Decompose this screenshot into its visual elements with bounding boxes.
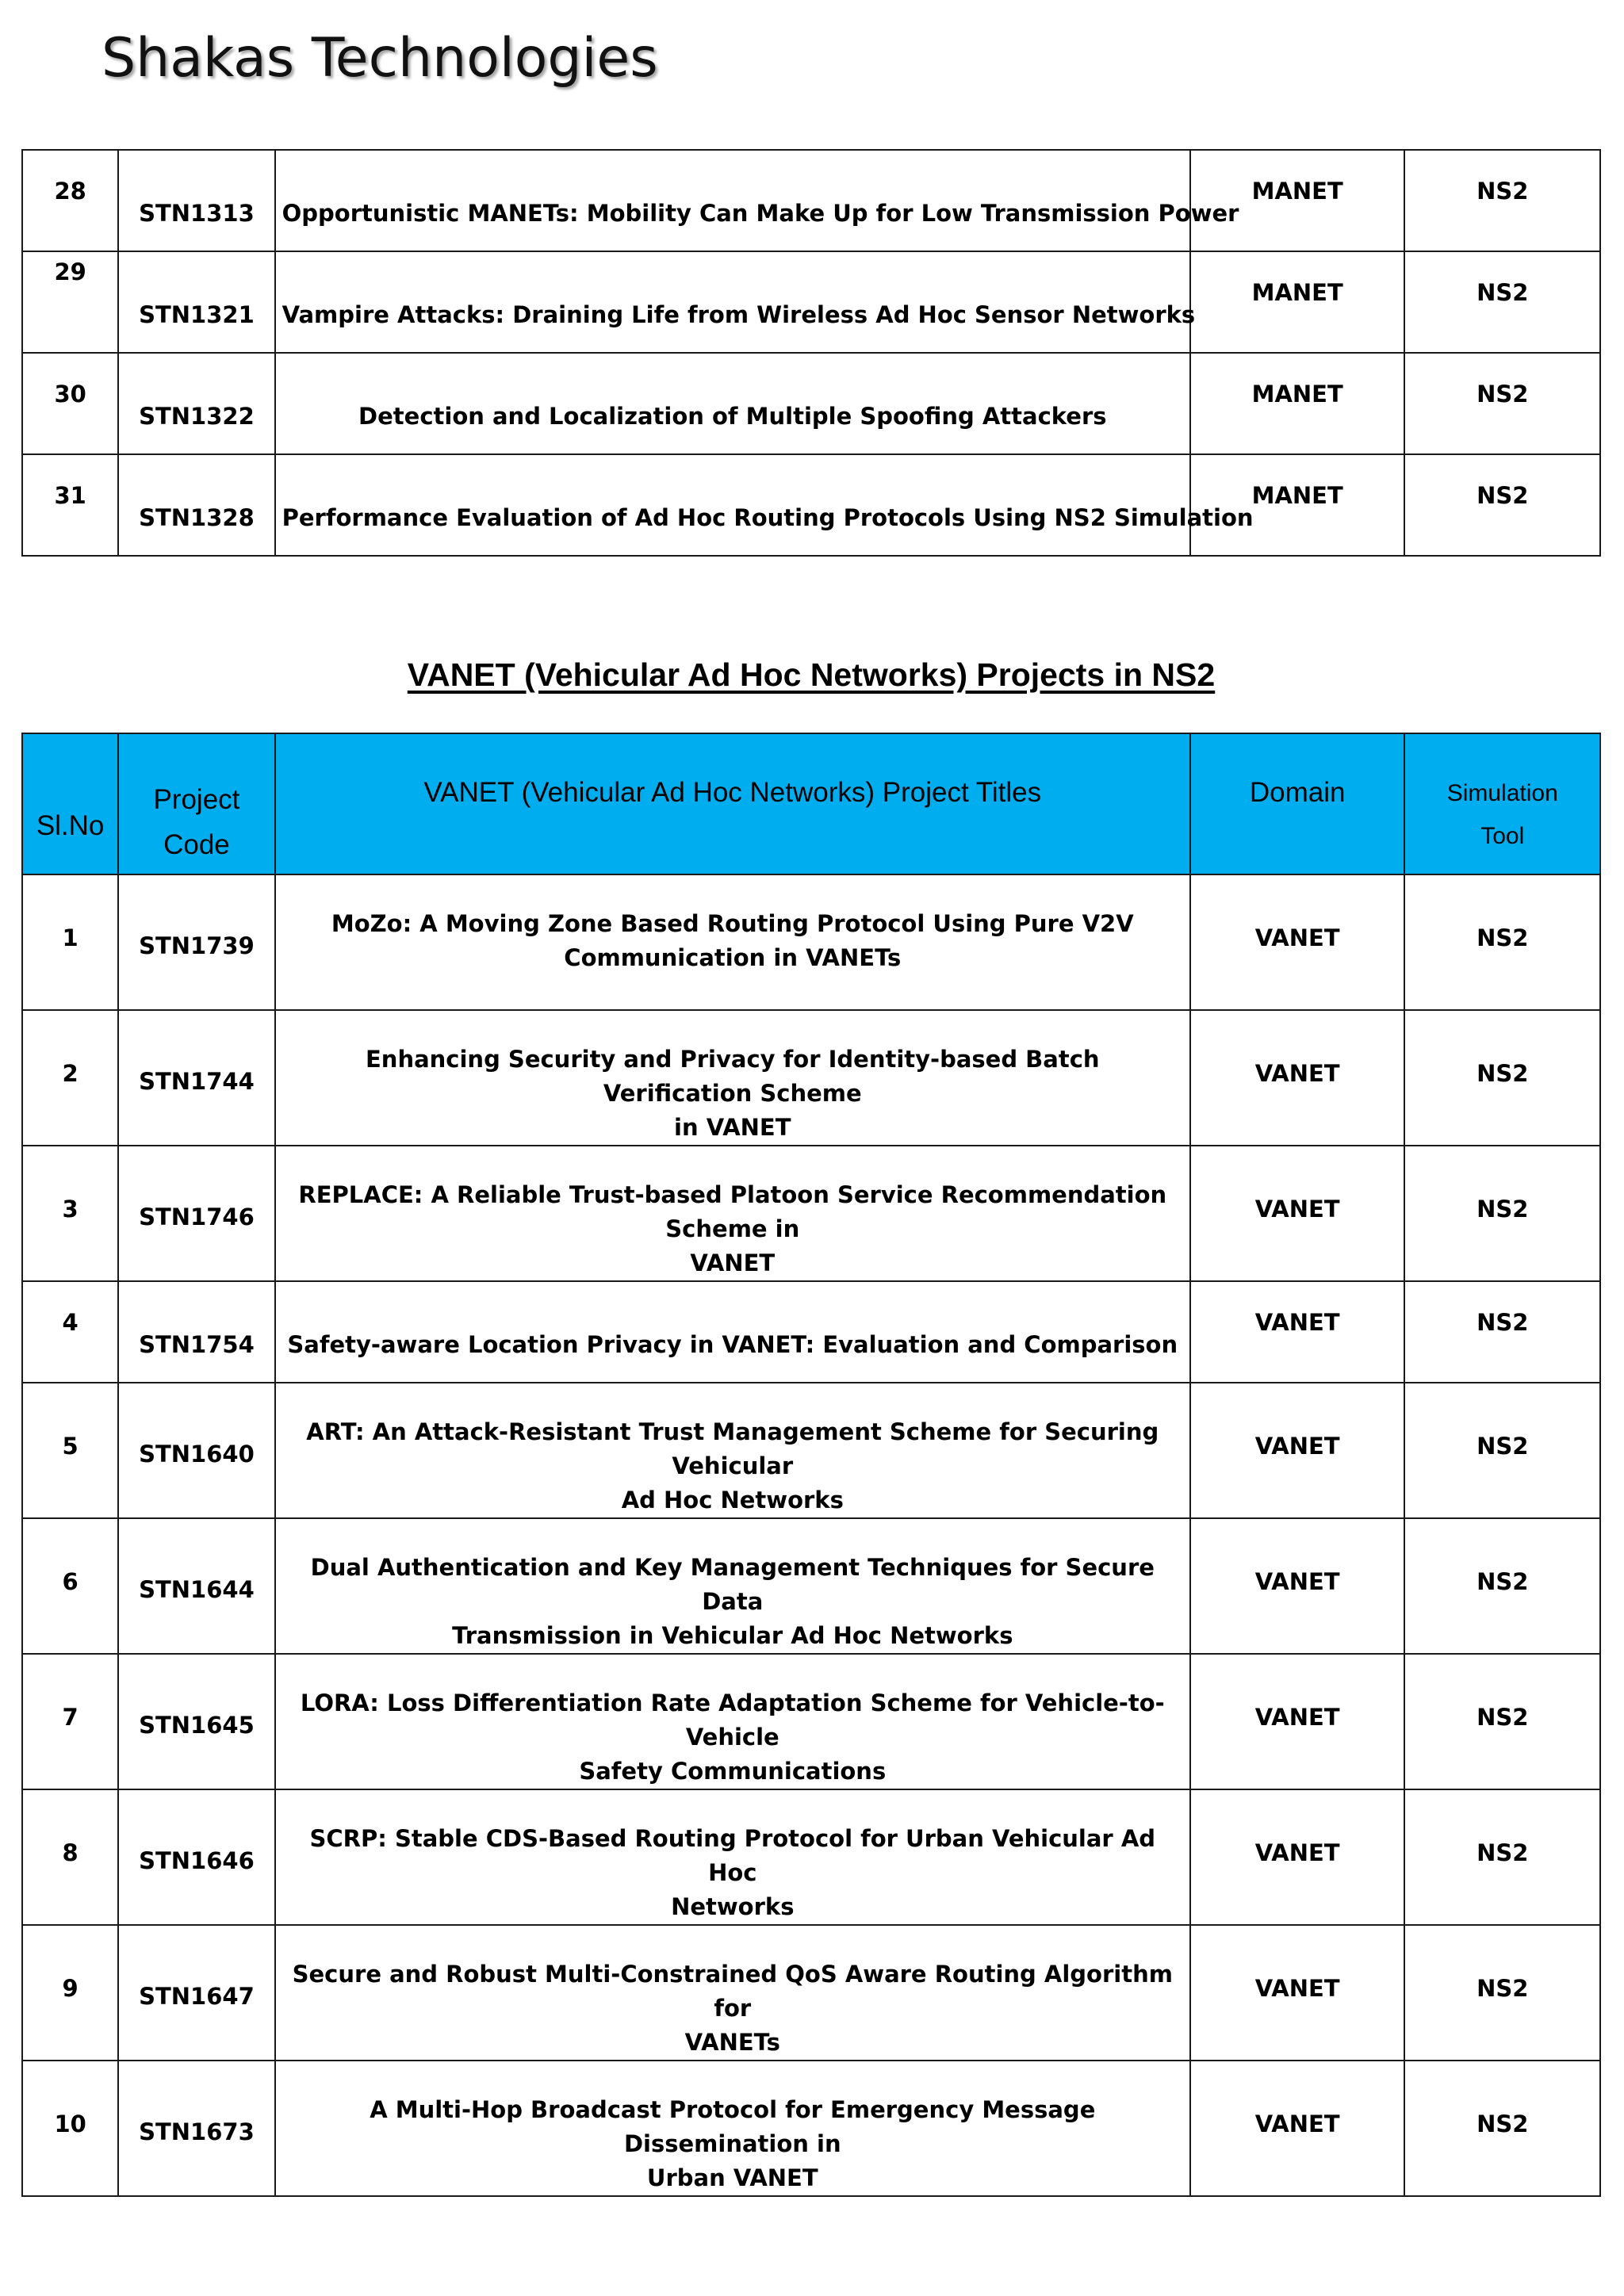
tool-cell: NS2 xyxy=(1477,482,1529,509)
domain-cell: VANET xyxy=(1254,2110,1340,2137)
project-title-cell xyxy=(275,1518,1190,1654)
tool-cell: NS2 xyxy=(1477,1433,1529,1460)
project-code: STN1744 xyxy=(139,1068,255,1095)
table-row xyxy=(22,1383,1600,1518)
row-number: 10 xyxy=(54,2110,86,2137)
project-title-line1: LORA: Loss Differentiation Rate Adaptation Scheme for Vehicle-to-Vehicle xyxy=(300,1689,1165,1751)
row-number: 31 xyxy=(54,482,86,509)
project-title-line2: Communication in VANETs xyxy=(564,944,902,971)
header-tool-line2: Tool xyxy=(1480,823,1525,849)
domain-cell: VANET xyxy=(1254,1309,1340,1336)
project-title-line2: VANET xyxy=(690,1249,776,1276)
header-code-line2: Code xyxy=(163,829,230,860)
tool-cell: NS2 xyxy=(1477,279,1529,306)
table-row xyxy=(22,2061,1600,2196)
project-title-line1: A Multi-Hop Broadcast Protocol for Emergency Message Dissemination in xyxy=(370,2096,1096,2157)
project-title-cell xyxy=(275,874,1190,1010)
tool-cell: NS2 xyxy=(1477,2110,1529,2137)
project-code: STN1647 xyxy=(139,1983,255,2010)
domain-cell: VANET xyxy=(1254,1704,1340,1731)
project-title-line2: Networks xyxy=(671,1893,795,1920)
table-row xyxy=(22,251,1600,353)
domain-cell: MANET xyxy=(1251,482,1343,509)
project-title-cell xyxy=(275,1281,1190,1383)
domain-cell: VANET xyxy=(1254,1433,1340,1460)
project-code: STN1322 xyxy=(139,403,255,430)
project-title-cell xyxy=(275,1010,1190,1146)
header-tool-line1: Simulation xyxy=(1446,780,1558,806)
project-title-line1: ART: An Attack-Resistant Trust Management Scheme for Securing Vehicular xyxy=(306,1418,1159,1479)
domain-cell: VANET xyxy=(1254,1839,1340,1866)
row-number: 7 xyxy=(62,1704,79,1731)
tool-cell: NS2 xyxy=(1477,381,1529,408)
project-title-cell xyxy=(275,2061,1190,2196)
manet-table xyxy=(21,149,1601,557)
project-title-line2: VANETs xyxy=(684,2029,780,2056)
project-title-line2: Safety Communications xyxy=(579,1758,887,1785)
tool-cell: NS2 xyxy=(1477,1975,1529,2002)
project-code: STN1644 xyxy=(139,1576,255,1603)
tool-cell: NS2 xyxy=(1477,1568,1529,1595)
domain-cell: VANET xyxy=(1254,1975,1340,2002)
project-title-line2: Ad Hoc Networks xyxy=(621,1487,844,1513)
project-title-cell xyxy=(275,1925,1190,2061)
domain-cell: VANET xyxy=(1254,1196,1340,1223)
project-title: Opportunistic MANETs: Mobility Can Make Up for Low Transmission Power xyxy=(282,200,1239,227)
project-title-line1: Safety-aware Location Privacy in VANET: Evaluation and Comparison xyxy=(287,1331,1178,1358)
table-row xyxy=(22,1281,1600,1383)
domain-cell: VANET xyxy=(1254,1568,1340,1595)
table-row xyxy=(22,1789,1600,1925)
row-number: 1 xyxy=(62,924,79,951)
domain-cell: MANET xyxy=(1251,279,1343,306)
project-code: STN1746 xyxy=(139,1203,255,1230)
project-title: Vampire Attacks: Draining Life from Wireless Ad Hoc Sensor Networks xyxy=(282,301,1196,328)
tool-cell: NS2 xyxy=(1477,1196,1529,1223)
table-row xyxy=(22,1518,1600,1654)
project-code: STN1321 xyxy=(139,301,255,328)
table-row xyxy=(22,1146,1600,1281)
brand-title: Shakas Technologies xyxy=(102,27,658,90)
row-number: 2 xyxy=(62,1060,79,1087)
domain-cell: MANET xyxy=(1251,381,1343,408)
table-row xyxy=(22,454,1600,556)
row-number: 4 xyxy=(62,1309,79,1336)
table-row xyxy=(22,1654,1600,1789)
table-row xyxy=(22,874,1600,1010)
domain-cell: MANET xyxy=(1251,178,1343,205)
project-title-line1: Secure and Robust Multi-Constrained QoS Aware Routing Algorithm for xyxy=(292,1961,1173,2022)
row-number: 9 xyxy=(62,1975,79,2002)
tool-cell: NS2 xyxy=(1477,1839,1529,1866)
project-title-line1: Enhancing Security and Privacy for Identity-based Batch Verification Scheme xyxy=(365,1046,1100,1107)
domain-cell: VANET xyxy=(1254,1060,1340,1087)
project-title: Performance Evaluation of Ad Hoc Routing Protocols Using NS2 Simulation xyxy=(282,504,1254,531)
tool-cell: NS2 xyxy=(1477,924,1529,951)
column-header-title: VANET (Vehicular Ad Hoc Networks) Project Titles xyxy=(275,733,1190,874)
row-number: 30 xyxy=(54,381,86,408)
project-code: STN1739 xyxy=(139,932,255,959)
domain-cell: VANET xyxy=(1254,924,1340,951)
column-header-slno: Sl.No xyxy=(22,733,118,874)
row-number: 5 xyxy=(62,1433,79,1460)
project-title-line1: Dual Authentication and Key Management Techniques for Secure Data xyxy=(310,1554,1155,1615)
project-title-cell xyxy=(275,1383,1190,1518)
row-number: 8 xyxy=(62,1839,79,1866)
project-title-line1: SCRP: Stable CDS-Based Routing Protocol for Urban Vehicular Ad Hoc xyxy=(309,1825,1156,1886)
row-number: 29 xyxy=(54,258,86,285)
project-title-line1: REPLACE: A Reliable Trust-based Platoon Service Recommendation Scheme in xyxy=(298,1181,1167,1242)
column-header-simulation-tool xyxy=(1404,733,1600,874)
project-title-line2: Transmission in Vehicular Ad Hoc Networks xyxy=(452,1622,1013,1649)
project-title-cell xyxy=(275,1654,1190,1789)
project-title-cell xyxy=(275,1146,1190,1281)
tool-cell: NS2 xyxy=(1477,1060,1529,1087)
project-title: Detection and Localization of Multiple Spoofing Attackers xyxy=(358,403,1107,430)
section-heading: VANET (Vehicular Ad Hoc Networks) Projects in NS2 xyxy=(407,656,1216,693)
project-title-line2: in VANET xyxy=(674,1114,791,1141)
project-title-cell xyxy=(275,1789,1190,1925)
tool-cell: NS2 xyxy=(1477,1309,1529,1336)
table-row xyxy=(22,1925,1600,2061)
project-title-line1: MoZo: A Moving Zone Based Routing Protocol Using Pure V2V xyxy=(331,910,1134,937)
table-row xyxy=(22,1010,1600,1146)
vanet-table xyxy=(21,733,1601,2197)
project-code: STN1673 xyxy=(139,2118,255,2145)
project-code: STN1328 xyxy=(139,504,255,531)
column-header-project-code xyxy=(118,733,274,874)
row-number: 6 xyxy=(62,1568,79,1595)
project-code: STN1640 xyxy=(139,1441,255,1468)
table-row xyxy=(22,150,1600,251)
row-number: 3 xyxy=(62,1196,79,1223)
project-code: STN1754 xyxy=(139,1331,255,1358)
project-title-line2: Urban VANET xyxy=(646,2164,818,2191)
tool-cell: NS2 xyxy=(1477,1704,1529,1731)
table-header-row xyxy=(22,733,1600,874)
table-row xyxy=(22,353,1600,454)
project-code: STN1313 xyxy=(139,200,255,227)
project-code: STN1645 xyxy=(139,1712,255,1739)
column-header-domain: Domain xyxy=(1190,733,1405,874)
header-code-line1: Project xyxy=(153,784,240,815)
project-code: STN1646 xyxy=(139,1847,255,1874)
row-number: 28 xyxy=(54,178,86,205)
tool-cell: NS2 xyxy=(1477,178,1529,205)
